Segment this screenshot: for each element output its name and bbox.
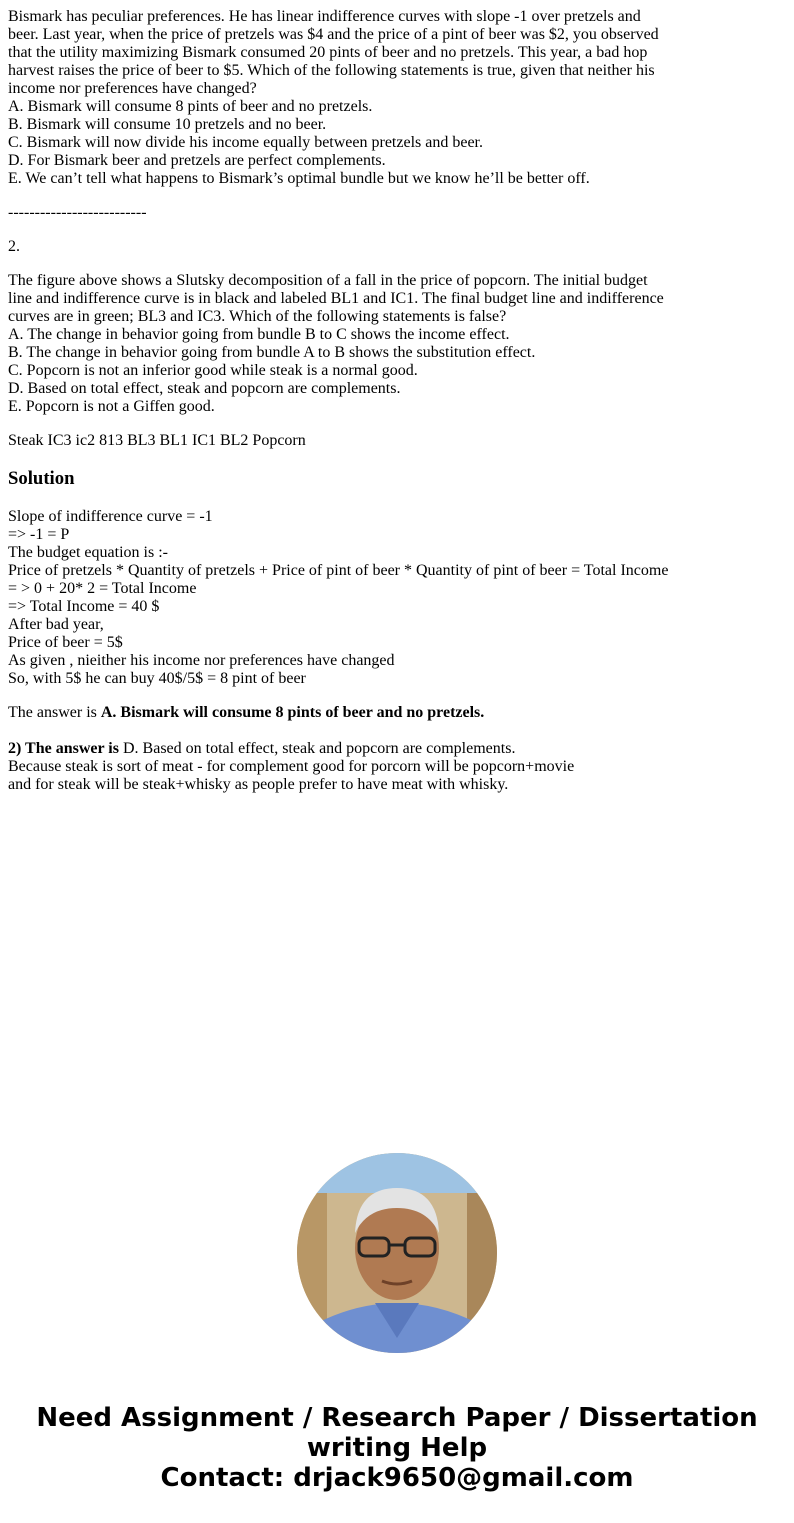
q1-option-b: B. Bismark will consume 10 pretzels and no beer. [8,116,327,133]
q2-option-e: E. Popcorn is not a Giffen good. [8,398,215,415]
solution-line: After bad year, [8,616,104,633]
q2-line: line and indifference curve is in black and labeled BL1 and IC1. The final budget line and indifference [8,290,664,307]
solution-line: Price of pretzels * Quantity of pretzels + Price of pint of beer * Quantity of pint of beer = Total Income [8,562,669,579]
solution-line: Slope of indifference curve = -1 [8,508,213,525]
answer-2-explanation: Because steak is sort of meat - for complement good for porcorn will be popcorn+movie [8,758,575,775]
solution-line: => -1 = P [8,526,70,543]
q2-option-c: C. Popcorn is not an inferior good while steak is a normal good. [8,362,418,379]
document-content [8,8,786,810]
q1-line: income nor preferences have changed? [8,80,257,97]
answer-2-text: D. Based on total effect, steak and popcorn are complements. [118,740,516,757]
solution-line: = > 0 + 20* 2 = Total Income [8,580,197,597]
promo-line: writing Help [306,1433,488,1463]
q1-option-c: C. Bismark will now divide his income equally between pretzels and beer. [8,134,483,151]
solution-heading: Solution [8,468,75,489]
q2-line: curves are in green; BL3 and IC3. Which of the following statements is false? [8,308,507,325]
q1-line: that the utility maximizing Bismark consumed 20 pints of beer and no pretzels. This year, a bad hop [8,44,648,61]
person-photo [297,1153,497,1353]
question-2-number: 2. [8,238,20,255]
solution-steps [8,508,786,688]
q1-option-e: E. We can’t tell what happens to Bismark’s optimal bundle but we know he’ll be better off. [8,170,590,187]
solution-line: The budget equation is :- [8,544,168,561]
solution-line: So, with 5$ he can buy 40$/5$ = 8 pint of beer [8,670,306,687]
promo-contact: Contact: drjack9650@gmail.com [160,1463,634,1493]
answer-1 [8,704,786,722]
figure-labels: Steak IC3 ic2 813 BL3 BL1 IC1 BL2 Popcorn [8,432,306,449]
q2-option-a: A. The change in behavior going from bundle B to C shows the income effect. [8,326,510,343]
separator-line: -------------------------- [8,204,147,221]
answer-2-label: 2) The answer is [8,740,119,757]
q1-option-d: D. For Bismark beer and pretzels are perfect complements. [8,152,386,169]
question-1 [8,8,786,188]
avatar [297,1153,497,1353]
promo-line: Need Assignment / Research Paper / Dissertation [36,1403,758,1433]
promo-banner [0,1403,794,1493]
answer-1-text: A. Bismark will consume 8 pints of beer and no pretzels. [100,704,485,721]
question-2 [8,272,786,416]
answer-2 [8,740,786,794]
q1-line: beer. Last year, when the price of pretzels was $4 and the price of a pint of beer was $2, you observed [8,26,659,43]
q1-line: Bismark has peculiar preferences. He has linear indifference curves with slope -1 over pretzels and [8,8,641,25]
q1-line: harvest raises the price of beer to $5. Which of the following statements is true, given that neither his [8,62,655,79]
solution-line: As given , nieither his income nor preferences have changed [8,652,395,669]
answer-1-prefix: The answer is [8,704,101,721]
solution-line: Price of beer = 5$ [8,634,123,651]
q2-line: The figure above shows a Slutsky decomposition of a fall in the price of popcorn. The initial budget [8,272,648,289]
solution-line: => Total Income = 40 $ [8,598,160,615]
answer-2-explanation: and for steak will be steak+whisky as people prefer to have meat with whisky. [8,776,509,793]
q2-option-d: D. Based on total effect, steak and popcorn are complements. [8,380,401,397]
q1-option-a: A. Bismark will consume 8 pints of beer and no pretzels. [8,98,373,115]
q2-option-b: B. The change in behavior going from bundle A to B shows the substitution effect. [8,344,536,361]
